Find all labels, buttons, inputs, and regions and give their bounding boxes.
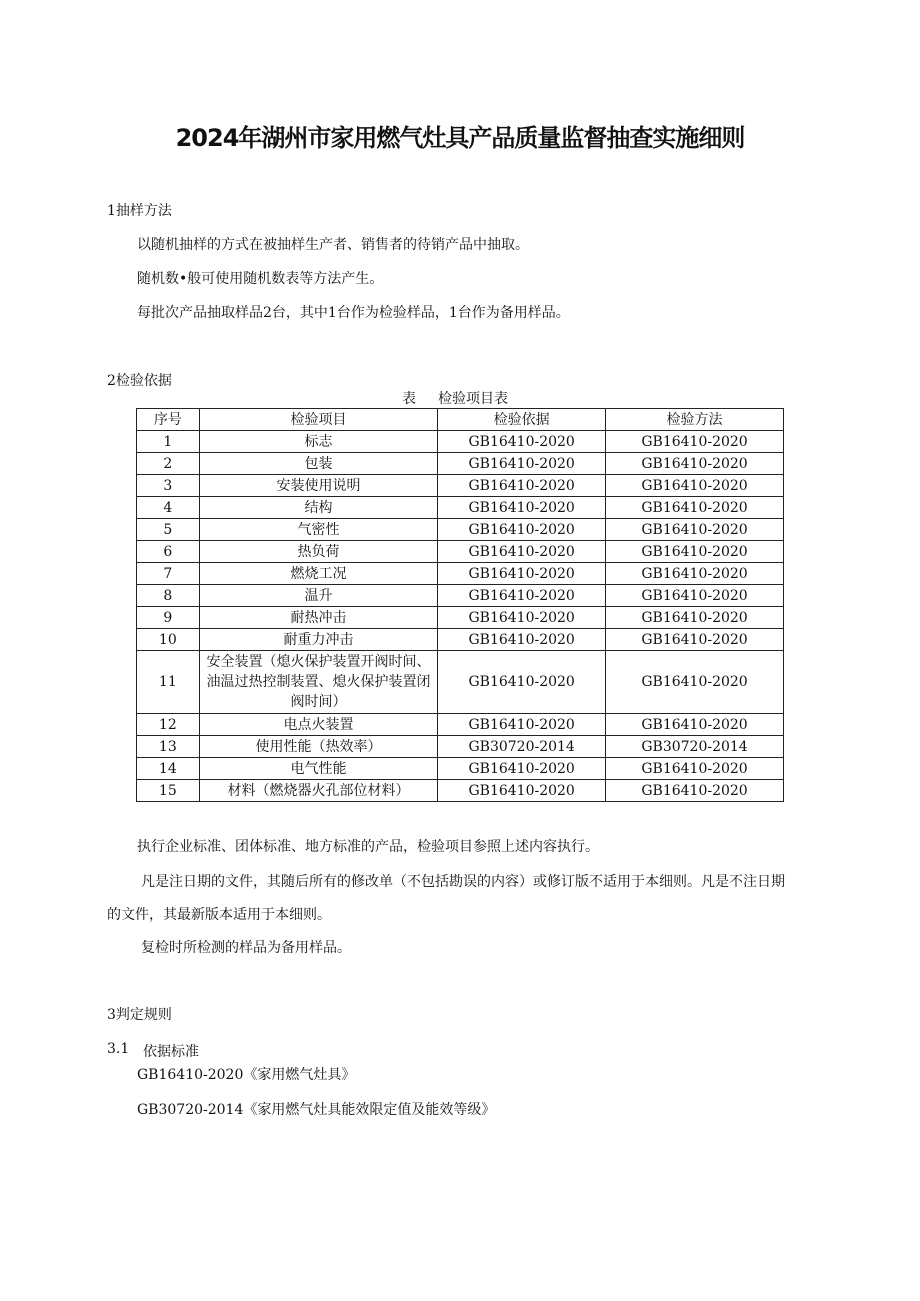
cell-method: GB16410-2020 [606, 714, 784, 736]
cell-item: 电气性能 [199, 758, 438, 780]
cell-method: GB16410-2020 [606, 607, 784, 629]
cell-no: 5 [137, 519, 200, 541]
cell-item: 包装 [199, 453, 438, 475]
cell-method: GB16410-2020 [606, 497, 784, 519]
table-caption: 检验项目表 [438, 391, 508, 407]
cell-item: 温升 [199, 585, 438, 607]
cell-method: GB16410-2020 [606, 651, 784, 714]
cell-item: 使用性能（热效率） [199, 736, 438, 758]
note-paragraph-2-line-2: 的文件，其最新版本适用于本细则。 [107, 907, 331, 923]
cell-item: 电点火装置 [199, 714, 438, 736]
cell-no: 13 [137, 736, 200, 758]
cell-method: GB30720-2014 [606, 736, 784, 758]
table-row [137, 453, 784, 475]
header-cell-no: 序号 [137, 409, 200, 431]
table-row [137, 519, 784, 541]
table-row [137, 736, 784, 758]
cell-basis: GB16410-2020 [438, 475, 606, 497]
cell-item: 安全装置（熄火保护装置开阀时间、油温过热控制装置、熄火保护装置闭阀时间） [199, 651, 438, 714]
cell-basis: GB16410-2020 [438, 607, 606, 629]
cell-item: 安装使用说明 [199, 475, 438, 497]
cell-method: GB16410-2020 [606, 541, 784, 563]
cell-item: 燃烧工况 [199, 563, 438, 585]
cell-no: 6 [137, 541, 200, 563]
table-row [137, 629, 784, 651]
cell-method: GB16410-2020 [606, 519, 784, 541]
cell-item: 耐重力冲击 [199, 629, 438, 651]
table-row [137, 541, 784, 563]
cell-no: 11 [137, 651, 200, 714]
cell-no: 1 [137, 431, 200, 453]
table-row [137, 651, 784, 714]
cell-basis: GB16410-2020 [438, 651, 606, 714]
cell-basis: GB16410-2020 [438, 497, 606, 519]
cell-basis: GB16410-2020 [438, 563, 606, 585]
subsection-title: 依据标准 [143, 1044, 199, 1060]
standard-reference-2: GB30720-2014《家用燃气灶具能效限定值及能效等级》 [137, 1102, 496, 1118]
cell-no: 3 [137, 475, 200, 497]
table-label: 表 [402, 391, 416, 407]
table-row [137, 585, 784, 607]
table-row [137, 714, 784, 736]
cell-item: 热负荷 [199, 541, 438, 563]
section-1-paragraph-1: 以随机抽样的方式在被抽样生产者、销售者的待销产品中抽取。 [137, 237, 529, 253]
note-paragraph-3: 复检时所检测的样品为备用样品。 [141, 940, 351, 956]
cell-basis: GB16410-2020 [438, 758, 606, 780]
cell-no: 15 [137, 780, 200, 802]
table-header-row [137, 409, 784, 431]
subsection-number: 3.1 [107, 1041, 130, 1057]
cell-method: GB16410-2020 [606, 585, 784, 607]
section-1-paragraph-3: 每批次产品抽取样品2台，其中1台作为检验样品，1台作为备用样品。 [137, 305, 570, 321]
cell-no: 8 [137, 585, 200, 607]
cell-no: 7 [137, 563, 200, 585]
cell-item: 耐热冲击 [199, 607, 438, 629]
cell-item: 结构 [199, 497, 438, 519]
cell-method: GB16410-2020 [606, 431, 784, 453]
cell-method: GB16410-2020 [606, 475, 784, 497]
cell-item: 气密性 [199, 519, 438, 541]
section-3-heading: 3判定规则 [107, 1007, 172, 1023]
cell-basis: GB30720-2014 [438, 736, 606, 758]
cell-basis: GB16410-2020 [438, 541, 606, 563]
table-row [137, 758, 784, 780]
cell-item: 标志 [199, 431, 438, 453]
table-row [137, 475, 784, 497]
cell-basis: GB16410-2020 [438, 453, 606, 475]
cell-no: 14 [137, 758, 200, 780]
cell-no: 10 [137, 629, 200, 651]
cell-no: 12 [137, 714, 200, 736]
section-1-paragraph-2: 随机数•般可使用随机数表等方法产生。 [137, 271, 384, 287]
cell-method: GB16410-2020 [606, 758, 784, 780]
cell-basis: GB16410-2020 [438, 431, 606, 453]
section-2-heading: 2检验依据 [107, 373, 172, 389]
cell-method: GB16410-2020 [606, 563, 784, 585]
cell-method: GB16410-2020 [606, 453, 784, 475]
section-1-heading: 1抽样方法 [107, 203, 172, 219]
cell-no: 2 [137, 453, 200, 475]
cell-method: GB16410-2020 [606, 629, 784, 651]
table-row [137, 431, 784, 453]
page-title: 2024年湖州市家用燃气灶具产品质量监督抽查实施细则 [175, 124, 745, 152]
cell-basis: GB16410-2020 [438, 780, 606, 802]
table-row [137, 607, 784, 629]
cell-basis: GB16410-2020 [438, 714, 606, 736]
cell-no: 9 [137, 607, 200, 629]
cell-basis: GB16410-2020 [438, 519, 606, 541]
table-row [137, 497, 784, 519]
table-row [137, 780, 784, 802]
cell-no: 4 [137, 497, 200, 519]
header-cell-method: 检验方法 [606, 409, 784, 431]
inspection-items-table [136, 408, 784, 802]
header-cell-basis: 检验依据 [438, 409, 606, 431]
cell-basis: GB16410-2020 [438, 629, 606, 651]
table-row [137, 563, 784, 585]
cell-item: 材料（燃烧器火孔部位材料） [199, 780, 438, 802]
cell-basis: GB16410-2020 [438, 585, 606, 607]
header-cell-item: 检验项目 [199, 409, 438, 431]
cell-method: GB16410-2020 [606, 780, 784, 802]
standard-reference-1: GB16410-2020《家用燃气灶具》 [137, 1067, 356, 1083]
note-paragraph-2-line-1: 凡是注日期的文件，其随后所有的修改单（不包括勘误的内容）或修订版不适用于本细则。凡是不注日期 [141, 874, 785, 890]
note-paragraph-1: 执行企业标准、团体标准、地方标准的产品，检验项目参照上述内容执行。 [137, 839, 599, 855]
